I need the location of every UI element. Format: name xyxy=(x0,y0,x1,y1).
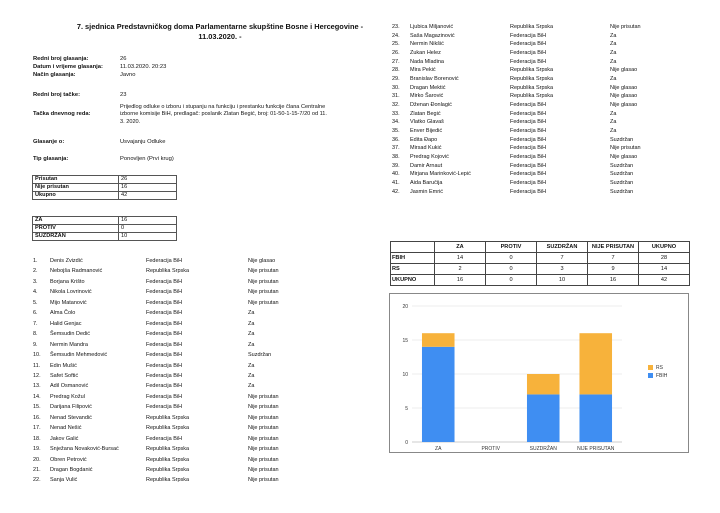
member-vote: Za xyxy=(610,49,617,56)
member-vote: Suzdržan xyxy=(610,171,634,178)
summary-header: NIJE PRISUTAN xyxy=(588,242,639,253)
member-entity: Federacija BiH xyxy=(510,136,547,143)
meta-label: Tačka dnevnog reda: xyxy=(33,111,91,117)
member-number: 25. xyxy=(392,41,400,48)
x-tick-label: SUZDRŽAN xyxy=(529,446,557,452)
member-vote: Suzdržan xyxy=(610,188,634,195)
summary-cell: 14 xyxy=(639,264,690,275)
member-entity: Federacija BiH xyxy=(510,127,547,134)
member-number: 23. xyxy=(392,24,400,30)
vote-value: 16 xyxy=(119,217,177,225)
member-vote: Nije glasao xyxy=(610,67,638,74)
meta-label: Glasanje o: xyxy=(33,139,65,145)
table-row xyxy=(33,176,177,184)
member-entity: Federacija BiH xyxy=(146,278,183,285)
member-name: Nenad Nešić xyxy=(50,425,82,432)
member-number: 41. xyxy=(392,179,400,186)
member-number: 7. xyxy=(33,320,38,327)
summary-cell: 0 xyxy=(486,253,537,264)
summary-table xyxy=(390,241,690,286)
member-vote: Nije prisutan xyxy=(248,446,279,453)
member-name: Edita Đapo xyxy=(410,136,438,143)
y-tick-label: 10 xyxy=(402,372,408,378)
member-entity: Federacija BiH xyxy=(510,101,547,108)
member-name: Ljubica Miljanović xyxy=(410,24,454,30)
member-entity: Federacija BiH xyxy=(146,289,183,296)
attendance-label: Nije prisutan xyxy=(33,184,119,192)
member-entity: Federacija BiH xyxy=(146,331,183,338)
votes-table xyxy=(32,216,177,241)
member-name: Dragan Mektić xyxy=(410,84,446,91)
member-entity: Federacija BiH xyxy=(146,362,183,369)
member-vote: Nije prisutan xyxy=(248,268,279,275)
member-vote: Nije prisutan xyxy=(248,425,279,432)
member-entity: Federacija BiH xyxy=(146,393,183,400)
member-entity: Republika Srpska xyxy=(146,477,190,484)
member-name: Borjana Krišto xyxy=(50,278,85,285)
legend-label: RS xyxy=(656,365,663,371)
member-entity: Republika Srpska xyxy=(146,446,190,453)
member-entity: Federacija BiH xyxy=(510,110,547,117)
attendance-value: 16 xyxy=(119,184,177,192)
member-name: Jakov Galić xyxy=(50,435,79,442)
member-number: 21. xyxy=(33,467,41,473)
attendance-label: Ukupno xyxy=(33,192,119,200)
table-row xyxy=(33,225,177,233)
meta-label: Redni broj tačke: xyxy=(33,92,81,98)
member-entity: Republika Srpska xyxy=(510,84,554,91)
member-name: Darijana Filipović xyxy=(50,404,92,411)
member-entity: Federacija BiH xyxy=(146,435,183,442)
bar-fbih-2 xyxy=(527,394,560,442)
member-entity: Federacija BiH xyxy=(146,383,183,390)
table-row xyxy=(391,275,690,286)
member-name: Aida Baručija xyxy=(410,179,443,186)
meta-label: Način glasanja: xyxy=(33,72,76,78)
summary-header: UKUPNO xyxy=(639,242,690,253)
agenda-text: Prijedlog odluke o izboru i stupanju na funkciju i prestanku funkcije člana Centralne izborne komisije BiH, predlagač: poslanik Zlatan Begić, broj: 01-50-1-15-7/20 od 11. 3. 2020. xyxy=(120,104,327,125)
member-entity: Federacija BiH xyxy=(510,119,547,126)
meta-value: Ponovljen (Prvi krug) xyxy=(120,156,174,162)
member-number: 42. xyxy=(392,188,400,195)
member-entity: Federacija BiH xyxy=(510,153,547,160)
member-name: Branislav Borenović xyxy=(410,75,459,82)
member-number: 13. xyxy=(33,383,41,390)
summary-cell: FBIH xyxy=(391,253,435,264)
member-number: 6. xyxy=(33,310,38,317)
vote-chart-svg xyxy=(390,294,690,454)
member-entity: Federacija BiH xyxy=(510,32,547,39)
bar-rs-2 xyxy=(527,374,560,394)
member-number: 15. xyxy=(33,404,41,411)
member-entity: Federacija BiH xyxy=(510,58,547,65)
member-vote: Nije glasao xyxy=(610,101,638,108)
member-name: Dženan Đonlagić xyxy=(410,101,452,108)
member-number: 22. xyxy=(33,477,41,484)
member-entity: Federacija BiH xyxy=(510,171,547,178)
meta-label: Redni broj glasanja: xyxy=(33,56,89,62)
member-entity: Federacija BiH xyxy=(510,188,547,195)
member-number: 2. xyxy=(33,268,38,275)
member-entity: Republika Srpska xyxy=(146,414,190,421)
member-number: 4. xyxy=(33,289,38,296)
member-name: Dragan Bogdanić xyxy=(50,467,93,473)
member-number: 17. xyxy=(33,425,41,432)
member-vote: Za xyxy=(610,110,617,117)
member-number: 35. xyxy=(392,127,400,134)
member-name: Šemsudin Mehmedović xyxy=(50,352,108,359)
meta-value: 11.03.2020. 20:23 xyxy=(120,64,167,70)
member-name: Denis Zvizdić xyxy=(50,258,83,264)
member-entity: Republika Srpska xyxy=(146,425,190,432)
member-entity: Federacija BiH xyxy=(510,145,547,152)
member-number: 31. xyxy=(392,93,400,100)
member-vote: Za xyxy=(248,383,255,390)
vote-label: PROTIV xyxy=(33,225,119,233)
member-number: 1. xyxy=(33,258,38,264)
member-name: Zukan Helez xyxy=(410,49,441,56)
member-name: Nermin Nikšić xyxy=(410,41,444,48)
meta-label: Datum i vrijeme glasanja: xyxy=(33,64,103,70)
member-name: Nenad Stevandić xyxy=(50,414,92,421)
member-vote: Za xyxy=(248,331,255,338)
meta-value: 26 xyxy=(120,56,127,62)
member-number: 27. xyxy=(392,58,400,65)
bar-fbih-3 xyxy=(579,394,612,442)
member-number: 38. xyxy=(392,153,400,160)
member-entity: Republika Srpska xyxy=(146,456,190,463)
member-vote: Nije glasao xyxy=(248,258,276,264)
bar-rs-3 xyxy=(579,333,612,394)
member-entity: Republika Srpska xyxy=(510,24,554,30)
member-vote: Za xyxy=(610,41,617,48)
y-tick-label: 15 xyxy=(402,338,408,344)
x-tick-label: ZA xyxy=(435,446,442,452)
summary-cell: 16 xyxy=(588,275,639,286)
legend-label: FBIH xyxy=(656,373,668,379)
member-name: Halid Genjac xyxy=(50,320,82,327)
summary-header-row xyxy=(391,242,690,253)
member-vote: Nije prisutan xyxy=(248,393,279,400)
member-vote: Nije glasao xyxy=(610,153,638,160)
member-vote: Nije glasao xyxy=(610,93,638,100)
member-number: 39. xyxy=(392,162,400,169)
member-name: Nebojša Radmanović xyxy=(50,268,103,275)
member-name: Nada Mladina xyxy=(410,58,444,65)
member-number: 33. xyxy=(392,110,400,117)
member-number: 29. xyxy=(392,75,400,82)
vote-label: ZA xyxy=(33,217,119,225)
member-number: 37. xyxy=(392,145,400,152)
x-tick-label: PROTIV xyxy=(481,446,501,452)
member-name: Nikola Lovrinović xyxy=(50,289,92,296)
summary-header: SUZDRŽAN xyxy=(537,242,588,253)
member-name: Mira Pekić xyxy=(410,67,436,74)
member-entity: Republika Srpska xyxy=(510,75,554,82)
member-entity: Federacija BiH xyxy=(146,352,183,359)
summary-cell: 0 xyxy=(486,275,537,286)
member-name: Šemsudin Dedić xyxy=(50,331,91,338)
member-name: Nermin Mandra xyxy=(50,341,88,348)
legend-swatch xyxy=(648,365,653,370)
summary-cell: 42 xyxy=(639,275,690,286)
y-tick-label: 5 xyxy=(405,406,408,412)
member-vote: Suzdržan xyxy=(610,162,634,169)
bar-rs-0 xyxy=(422,333,455,347)
summary-cell: 9 xyxy=(588,264,639,275)
page-title: 7. sjednica Predstavničkog doma Parlamentarne skupštine Bosne i Hercegovine - 11.03.2020. - xyxy=(76,22,364,41)
member-entity: Republika Srpska xyxy=(510,93,554,100)
member-vote: Za xyxy=(248,341,255,348)
y-tick-label: 20 xyxy=(402,304,408,310)
member-number: 32. xyxy=(392,101,400,108)
member-number: 9. xyxy=(33,341,38,348)
summary-cell: 28 xyxy=(639,253,690,264)
member-entity: Republika Srpska xyxy=(146,467,190,473)
member-number: 14. xyxy=(33,393,41,400)
meta-value: 23 xyxy=(120,92,127,98)
member-name: Damir Arnaut xyxy=(410,162,443,169)
member-name: Enver Bijedić xyxy=(410,127,443,134)
member-name: Sanja Vulić xyxy=(50,477,78,484)
member-vote: Za xyxy=(610,127,617,134)
member-vote: Nije prisutan xyxy=(248,289,279,296)
meta-value: Javno xyxy=(120,72,136,78)
member-name: Predrag Kožul xyxy=(50,393,85,400)
member-number: 19. xyxy=(33,446,41,453)
summary-header xyxy=(391,242,435,253)
member-vote: Suzdržan xyxy=(610,136,634,143)
summary-cell: 16 xyxy=(435,275,486,286)
vote-value: 0 xyxy=(119,225,177,233)
legend-swatch xyxy=(648,373,653,378)
member-number: 36. xyxy=(392,136,400,143)
member-number: 20. xyxy=(33,456,41,463)
member-entity: Federacija BiH xyxy=(146,320,183,327)
table-row xyxy=(33,192,177,200)
member-vote: Za xyxy=(610,119,617,126)
member-number: 28. xyxy=(392,67,400,74)
member-vote: Nije prisutan xyxy=(248,278,279,285)
table-row xyxy=(391,264,690,275)
member-name: Mirsad Kukić xyxy=(410,145,442,152)
member-name: Obren Petrović xyxy=(50,456,87,463)
member-number: 16. xyxy=(33,414,41,421)
vote-value: 10 xyxy=(119,233,177,241)
attendance-table xyxy=(32,175,177,200)
meta-value: Usvajanju Odluke xyxy=(120,139,166,145)
meta-label: Tip glasanja: xyxy=(33,156,69,162)
member-vote: Za xyxy=(248,310,255,317)
member-name: Mijo Matanović xyxy=(50,299,87,306)
member-entity: Republika Srpska xyxy=(146,268,190,275)
summary-cell: 0 xyxy=(486,264,537,275)
vote-label: SUZDRŽAN xyxy=(33,233,119,241)
x-tick-label: NIJE PRISUTAN xyxy=(577,446,615,452)
member-name: Adil Osmanović xyxy=(50,383,89,390)
member-name: Saša Magazinović xyxy=(410,32,455,39)
summary-cell: UKUPNO xyxy=(391,275,435,286)
member-name: Safet Softić xyxy=(50,372,79,379)
member-number: 30. xyxy=(392,84,400,91)
table-row xyxy=(33,233,177,241)
member-entity: Federacija BiH xyxy=(146,258,183,264)
member-vote: Nije prisutan xyxy=(610,145,641,152)
member-name: Snježana Novaković-Bursać xyxy=(50,446,119,453)
member-name: Edin Mušić xyxy=(50,362,77,369)
summary-cell: 7 xyxy=(537,253,588,264)
member-vote: Nije glasao xyxy=(610,84,638,91)
member-vote: Za xyxy=(248,372,255,379)
member-vote: Za xyxy=(248,362,255,369)
summary-header: PROTIV xyxy=(486,242,537,253)
member-entity: Federacija BiH xyxy=(146,372,183,379)
summary-cell: 7 xyxy=(588,253,639,264)
table-row xyxy=(391,253,690,264)
member-entity: Federacija BiH xyxy=(510,179,547,186)
member-name: Vlatko Glavaš xyxy=(410,119,444,126)
attendance-label: Prisutan xyxy=(33,176,119,184)
member-entity: Federacija BiH xyxy=(146,299,183,306)
member-number: 34. xyxy=(392,119,400,126)
member-vote: Za xyxy=(610,32,617,39)
member-vote: Nije prisutan xyxy=(248,467,279,473)
member-vote: Za xyxy=(248,320,255,327)
table-row xyxy=(33,184,177,192)
summary-cell: 3 xyxy=(537,264,588,275)
y-tick-label: 0 xyxy=(405,440,408,446)
member-vote: Nije prisutan xyxy=(248,414,279,421)
summary-cell: RS xyxy=(391,264,435,275)
member-number: 5. xyxy=(33,299,38,306)
summary-cell: 14 xyxy=(435,253,486,264)
member-entity: Federacija BiH xyxy=(146,310,183,317)
attendance-value: 42 xyxy=(119,192,177,200)
member-vote: Nije prisutan xyxy=(248,404,279,411)
member-entity: Republika Srpska xyxy=(510,67,554,74)
member-number: 40. xyxy=(392,171,400,178)
member-vote: Nije prisutan xyxy=(248,299,279,306)
member-entity: Federacija BiH xyxy=(510,41,547,48)
summary-cell: 10 xyxy=(537,275,588,286)
member-name: Jasmin Emrić xyxy=(410,188,444,195)
bar-fbih-0 xyxy=(422,347,455,442)
member-number: 10. xyxy=(33,352,41,359)
attendance-value: 26 xyxy=(119,176,177,184)
member-name: Mirko Šarović xyxy=(410,93,444,100)
member-vote: Nije prisutan xyxy=(610,24,641,30)
member-name: Predrag Kojović xyxy=(410,153,449,160)
member-entity: Federacija BiH xyxy=(510,162,547,169)
member-vote: Suzdržan xyxy=(610,179,634,186)
member-vote: Suzdržan xyxy=(248,352,272,359)
member-name: Alma Čolo xyxy=(50,310,76,317)
member-entity: Federacija BiH xyxy=(510,49,547,56)
member-vote: Nije prisutan xyxy=(248,456,279,463)
summary-header: ZA xyxy=(435,242,486,253)
vote-chart xyxy=(389,293,689,453)
member-number: 18. xyxy=(33,435,41,442)
member-name: Zlatan Begić xyxy=(410,110,441,117)
member-entity: Federacija BiH xyxy=(146,341,183,348)
member-entity: Federacija BiH xyxy=(146,404,183,411)
table-row xyxy=(33,217,177,225)
member-number: 26. xyxy=(392,49,400,56)
member-number: 3. xyxy=(33,278,38,285)
summary-cell: 2 xyxy=(435,264,486,275)
member-number: 8. xyxy=(33,331,38,338)
member-name: Mirjana Marinković-Lepić xyxy=(410,171,471,178)
member-vote: Za xyxy=(610,58,617,65)
member-number: 24. xyxy=(392,32,400,39)
member-number: 12. xyxy=(33,372,41,379)
member-number: 11. xyxy=(33,362,41,369)
member-vote: Za xyxy=(610,75,617,82)
member-vote: Nije prisutan xyxy=(248,435,279,442)
member-vote: Nije prisutan xyxy=(248,477,279,484)
